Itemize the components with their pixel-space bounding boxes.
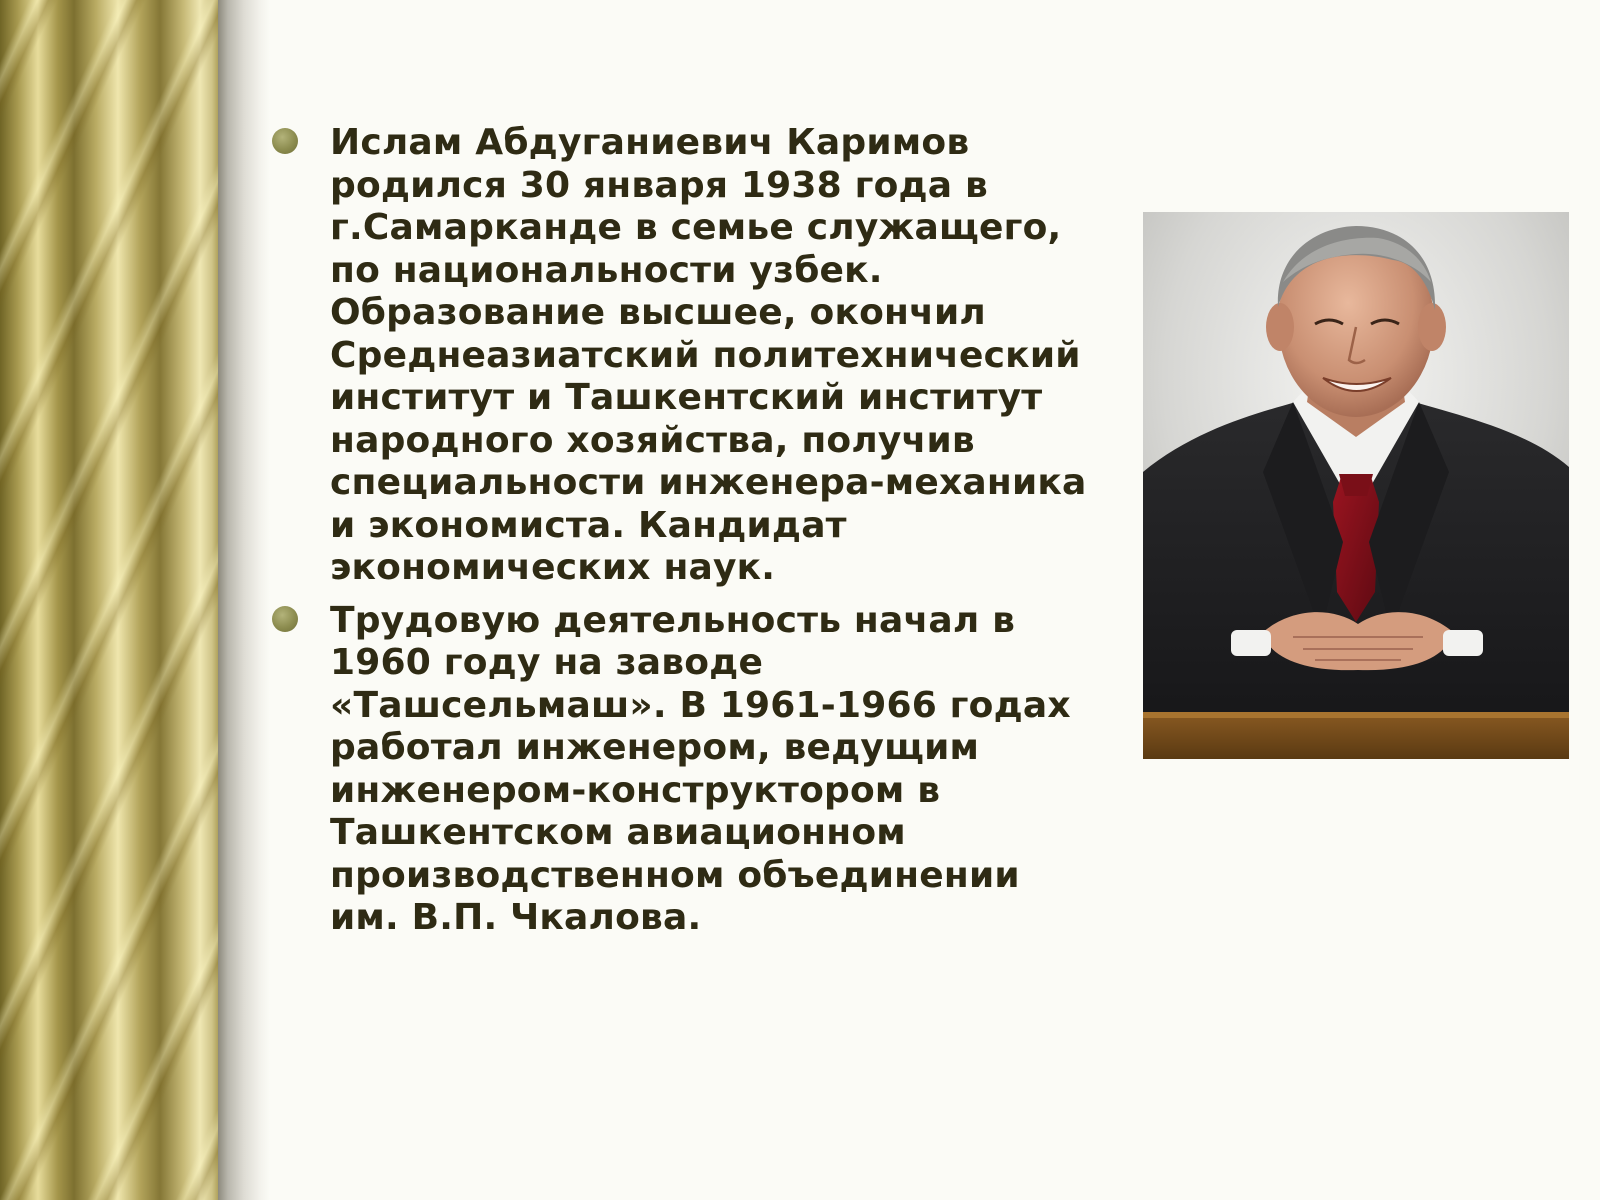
decorative-gold-border xyxy=(0,0,218,1200)
bullet-dot-icon xyxy=(272,128,298,154)
bullet-text: Ислам Абдуганиевич Каримов родился 30 января 1938 года в г.Самарканде в семье служащего, по национальности узбек. Образование высшее, окончил Среднеазиатский политехнический институт и Ташкентский институт народного хозяйства, получив специальности инженера-механика и экономиста. Кандидат экономических наук. xyxy=(330,122,1087,588)
portrait-photo xyxy=(1143,212,1569,759)
bullet-item xyxy=(270,600,1130,940)
decorative-border-shadow xyxy=(218,0,270,1200)
bullet-dot-icon xyxy=(272,606,298,632)
bullet-text: Трудовую деятельность начал в 1960 году на заводе «Ташсельмаш». В 1961-1966 годах работал инженером, ведущим инженером-конструктором в Ташкентском авиационном производственном объединении им. В.П. Чкалова. xyxy=(330,599,1071,938)
bullet-item xyxy=(270,122,1130,590)
slide-text-block xyxy=(270,122,1130,950)
